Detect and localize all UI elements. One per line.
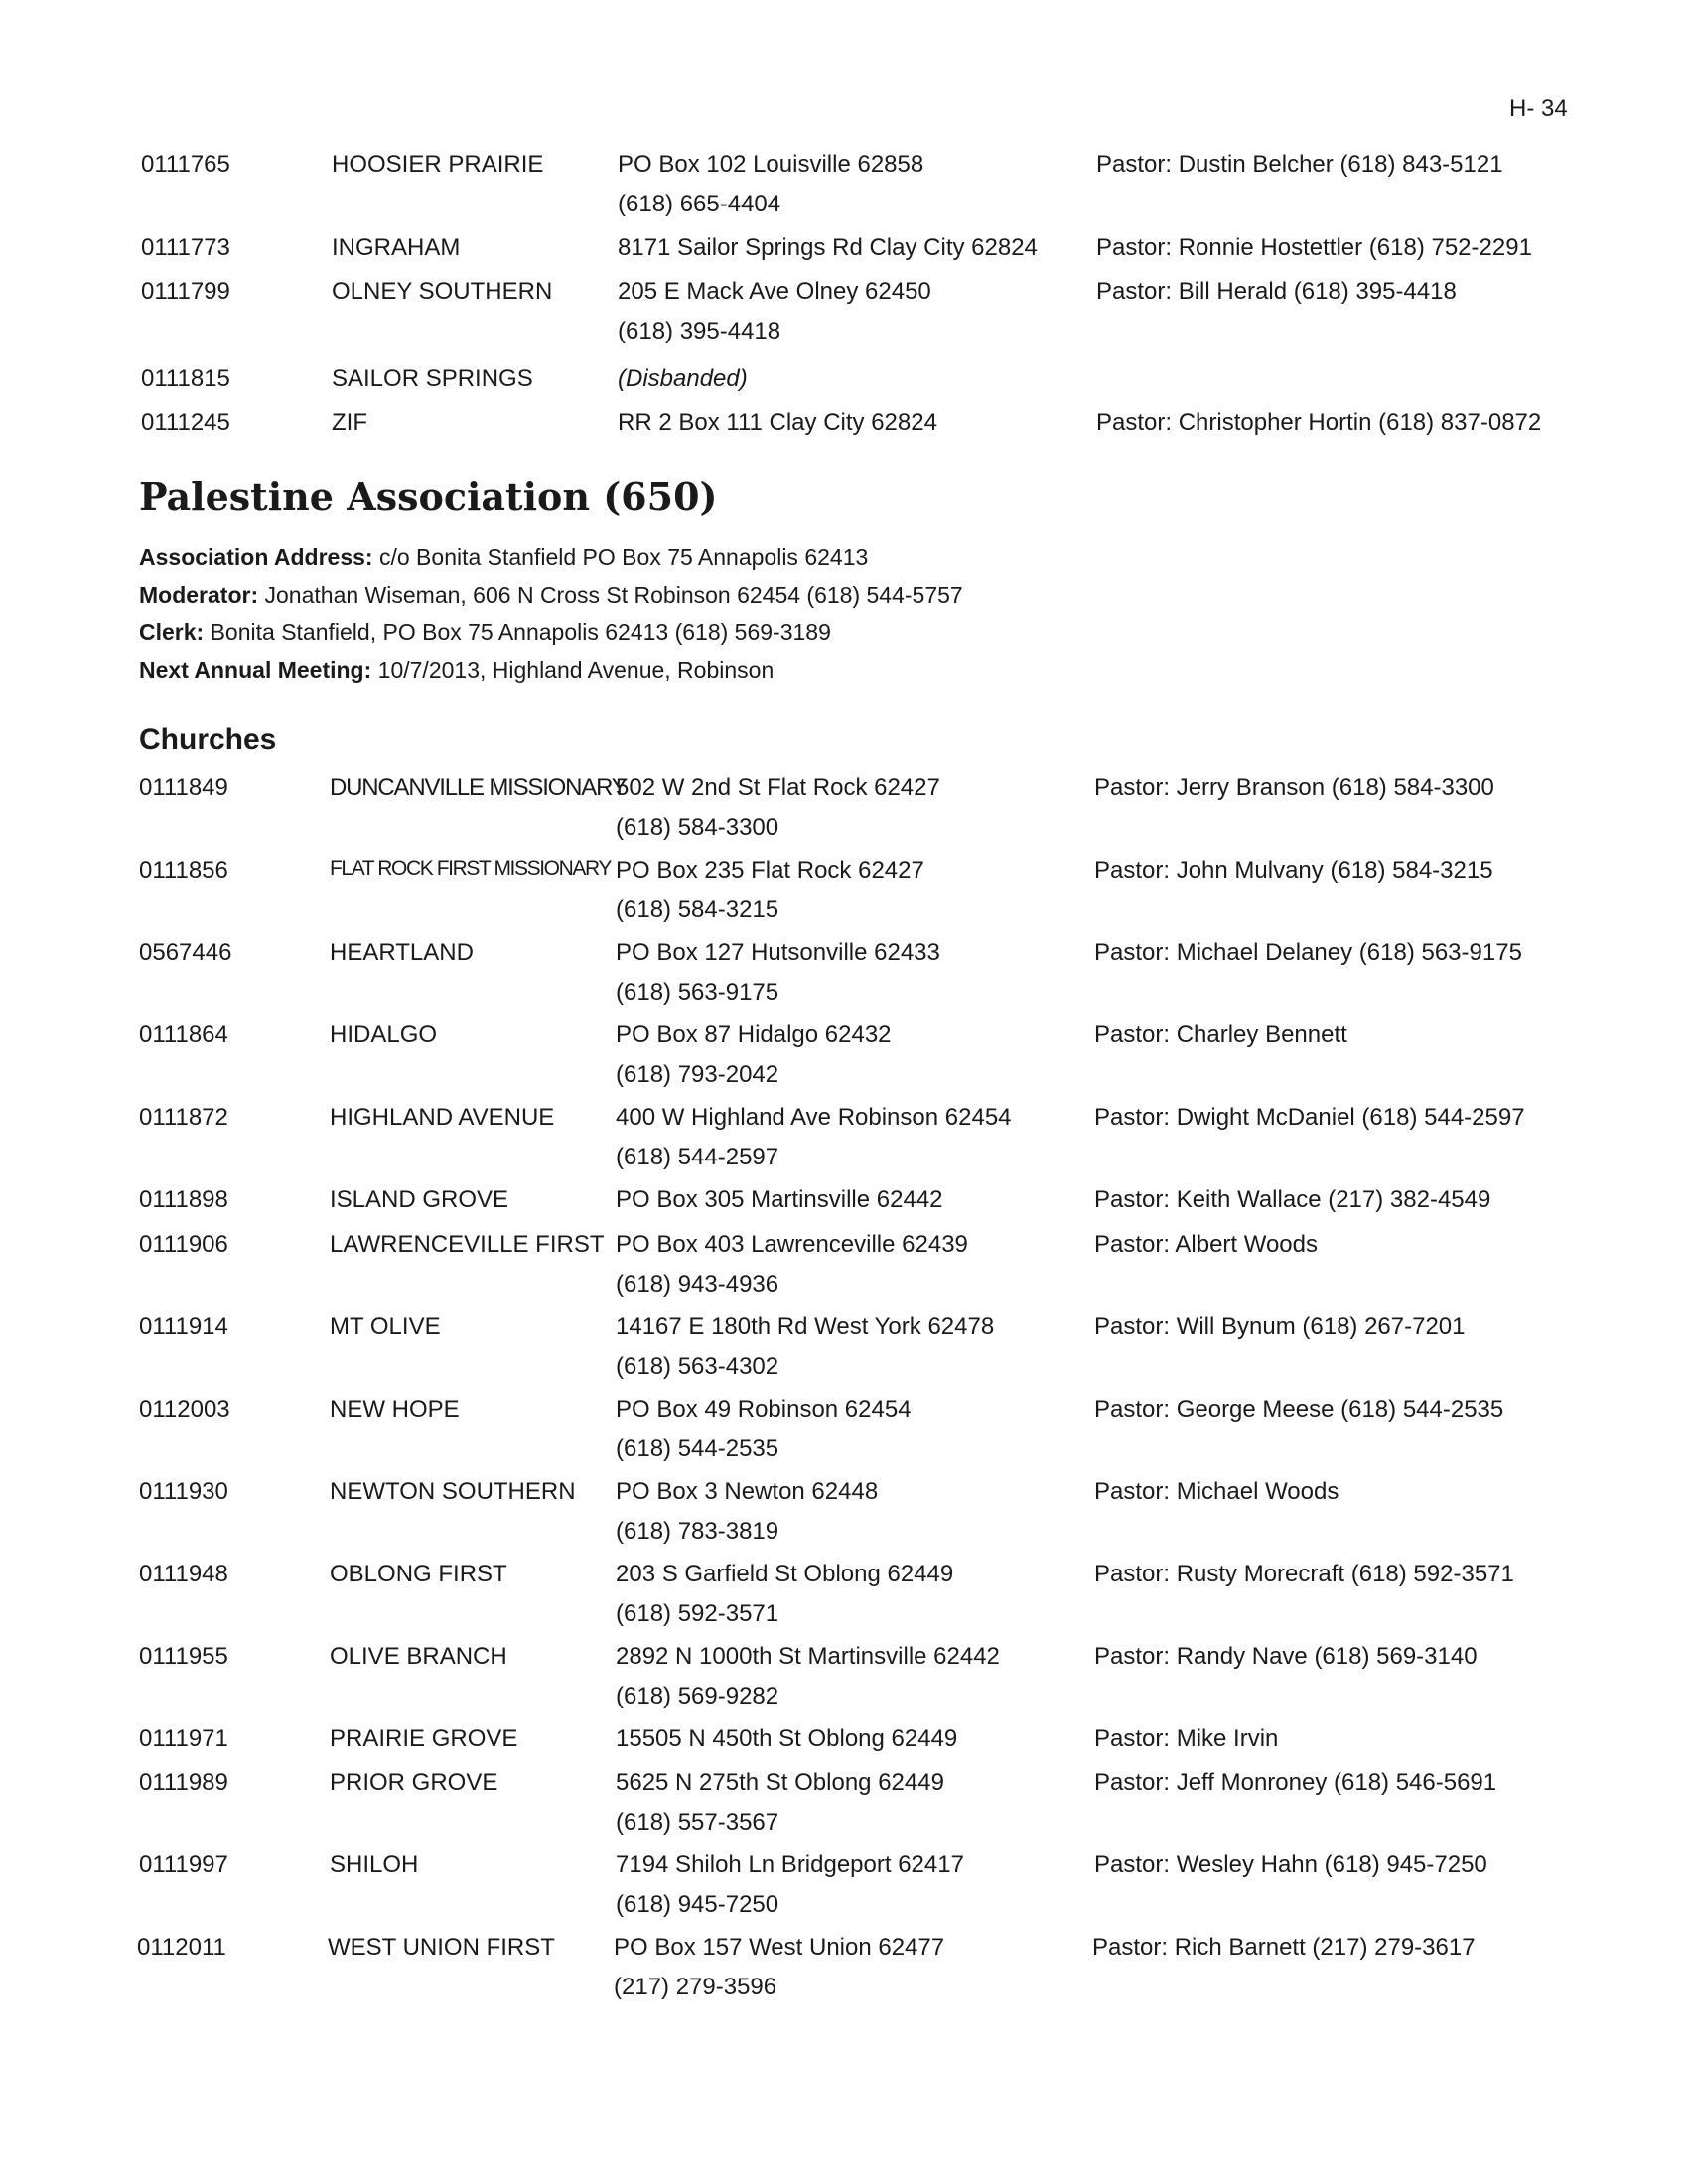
church-address: 2892 N 1000th St Martinsville 62442 <box>616 1643 1000 1670</box>
church-id: 0111989 <box>139 1769 228 1796</box>
church-address: 502 W 2nd St Flat Rock 62427 <box>616 774 940 801</box>
church-phone: (217) 279-3596 <box>614 1974 777 2000</box>
church-name: FLAT ROCK FIRST MISSIONARY <box>330 857 611 880</box>
church-id: 0111849 <box>139 774 228 801</box>
association-info <box>139 538 963 689</box>
church-id: 0111872 <box>139 1104 228 1131</box>
church-address: PO Box 305 Martinsville 62442 <box>616 1186 943 1213</box>
church-address: 8171 Sailor Springs Rd Clay City 62824 <box>618 234 1038 261</box>
church-id: 0111856 <box>139 857 228 884</box>
church-address: 15505 N 450th St Oblong 62449 <box>616 1725 958 1752</box>
church-pastor: Pastor: Michael Delaney (618) 563-9175 <box>1094 939 1522 966</box>
church-phone: (618) 395-4418 <box>618 318 781 344</box>
table-row <box>0 1313 1692 1396</box>
church-name: PRIOR GROVE <box>330 1769 498 1796</box>
church-address: 400 W Highland Ave Robinson 62454 <box>616 1104 1012 1131</box>
church-address: PO Box 127 Hutsonville 62433 <box>616 939 940 966</box>
address-value: c/o Bonita Stanfield PO Box 75 Annapolis 62413 <box>372 544 869 570</box>
church-phone: (618) 945-7250 <box>616 1891 779 1918</box>
association-title: Palestine Association (650) <box>139 475 718 519</box>
church-address: PO Box 235 Flat Rock 62427 <box>616 857 924 884</box>
table-row <box>0 365 1692 409</box>
association-address-line <box>139 538 963 576</box>
table-row <box>0 1934 1692 2016</box>
table-row <box>0 1104 1692 1186</box>
church-id: 0111914 <box>139 1313 228 1340</box>
church-phone: (618) 592-3571 <box>616 1600 779 1627</box>
church-id: 0111898 <box>139 1186 228 1213</box>
church-pastor: Pastor: Bill Herald (618) 395-4418 <box>1096 278 1457 305</box>
meeting-value: 10/7/2013, Highland Avenue, Robinson <box>371 657 775 683</box>
church-phone: (618) 544-2535 <box>616 1435 779 1462</box>
table-row <box>0 1561 1692 1643</box>
church-pastor: Pastor: Will Bynum (618) 267-7201 <box>1094 1313 1466 1340</box>
church-phone: (618) 563-9175 <box>616 979 779 1006</box>
church-status: (Disbanded) <box>618 365 748 392</box>
church-pastor: Pastor: Christopher Hortin (618) 837-0872 <box>1096 409 1542 436</box>
table-row <box>0 409 1692 453</box>
church-name: OLIVE BRANCH <box>330 1643 507 1670</box>
moderator-label: Moderator: <box>139 582 259 608</box>
church-id: 0111930 <box>139 1478 228 1505</box>
church-address: 5625 N 275th St Oblong 62449 <box>616 1769 944 1796</box>
church-phone: (618) 793-2042 <box>616 1061 779 1088</box>
table-row <box>0 278 1692 365</box>
church-id: 0111948 <box>139 1561 228 1587</box>
table-row <box>0 1231 1692 1313</box>
church-pastor: Pastor: Jeff Monroney (618) 546-5691 <box>1094 1769 1497 1796</box>
church-address: PO Box 87 Hidalgo 62432 <box>616 1022 892 1048</box>
clerk-label: Clerk: <box>139 619 205 645</box>
church-name: NEW HOPE <box>330 1396 460 1423</box>
church-name: OBLONG FIRST <box>330 1561 507 1587</box>
church-name: HOOSIER PRAIRIE <box>332 151 544 178</box>
church-phone: (618) 544-2597 <box>616 1144 779 1170</box>
table-row <box>0 1022 1692 1104</box>
church-id: 0112011 <box>137 1934 226 1961</box>
church-pastor: Pastor: John Mulvany (618) 584-3215 <box>1094 857 1493 884</box>
church-id: 0111773 <box>141 234 230 261</box>
table-row <box>0 151 1692 234</box>
table-row <box>0 1725 1692 1769</box>
church-phone: (618) 943-4936 <box>616 1271 779 1297</box>
church-pastor: Pastor: Rusty Morecraft (618) 592-3571 <box>1094 1561 1514 1587</box>
church-address: PO Box 49 Robinson 62454 <box>616 1396 912 1423</box>
church-name: INGRAHAM <box>332 234 461 261</box>
church-pastor: Pastor: Dwight McDaniel (618) 544-2597 <box>1094 1104 1525 1131</box>
clerk-line <box>139 614 963 651</box>
table-row <box>0 234 1692 278</box>
church-address: 14167 E 180th Rd West York 62478 <box>616 1313 995 1340</box>
table-row <box>0 1851 1692 1934</box>
church-name: HIDALGO <box>330 1022 438 1048</box>
church-id: 0111799 <box>141 278 230 305</box>
church-pastor: Pastor: Charley Bennett <box>1094 1022 1347 1048</box>
church-id: 0111864 <box>139 1022 228 1048</box>
table-row <box>0 1769 1692 1851</box>
church-pastor: Pastor: Randy Nave (618) 569-3140 <box>1094 1643 1478 1670</box>
address-label: Association Address: <box>139 544 373 570</box>
church-name: DUNCANVILLE MISSIONARY <box>330 774 627 801</box>
church-address: RR 2 Box 111 Clay City 62824 <box>618 409 937 436</box>
church-address: PO Box 403 Lawrenceville 62439 <box>616 1231 968 1258</box>
church-pastor: Pastor: Jerry Branson (618) 584-3300 <box>1094 774 1494 801</box>
church-phone: (618) 557-3567 <box>616 1809 779 1836</box>
church-table <box>0 774 1692 2016</box>
church-id: 0111906 <box>139 1231 228 1258</box>
church-name: ZIF <box>332 409 367 436</box>
church-phone: (618) 569-9282 <box>616 1683 779 1709</box>
church-id: 0111997 <box>139 1851 228 1878</box>
church-id: 0112003 <box>139 1396 230 1423</box>
church-pastor: Pastor: Michael Woods <box>1094 1478 1340 1505</box>
church-pastor: Pastor: Albert Woods <box>1094 1231 1318 1258</box>
meeting-label: Next Annual Meeting: <box>139 657 372 683</box>
church-address: 7194 Shiloh Ln Bridgeport 62417 <box>616 1851 964 1878</box>
table-row <box>0 1396 1692 1478</box>
church-id: 0111955 <box>139 1643 228 1670</box>
church-name: MT OLIVE <box>330 1313 441 1340</box>
church-pastor: Pastor: Keith Wallace (217) 382-4549 <box>1094 1186 1491 1213</box>
church-phone: (618) 584-3215 <box>616 896 779 923</box>
moderator-line <box>139 576 963 614</box>
church-name: OLNEY SOUTHERN <box>332 278 553 305</box>
church-name: PRAIRIE GROVE <box>330 1725 518 1752</box>
church-id: 0111245 <box>141 409 230 436</box>
church-pastor: Pastor: Dustin Belcher (618) 843-5121 <box>1096 151 1503 178</box>
table-row <box>0 857 1692 939</box>
church-name: HIGHLAND AVENUE <box>330 1104 555 1131</box>
church-id: 0111815 <box>141 365 230 392</box>
church-pastor: Pastor: Ronnie Hostettler (618) 752-2291 <box>1096 234 1532 261</box>
church-name: SAILOR SPRINGS <box>332 365 533 392</box>
church-name: NEWTON SOUTHERN <box>330 1478 576 1505</box>
church-pastor: Pastor: Wesley Hahn (618) 945-7250 <box>1094 1851 1487 1878</box>
church-name: ISLAND GROVE <box>330 1186 509 1213</box>
meeting-line <box>139 651 963 689</box>
church-name: WEST UNION FIRST <box>328 1934 555 1961</box>
church-address: PO Box 3 Newton 62448 <box>616 1478 879 1505</box>
church-address: 205 E Mack Ave Olney 62450 <box>618 278 931 305</box>
table-row <box>0 1186 1692 1231</box>
church-pastor: Pastor: Rich Barnett (217) 279-3617 <box>1092 1934 1476 1961</box>
clerk-value: Bonita Stanfield, PO Box 75 Annapolis 62413 (618) 569-3189 <box>204 619 831 645</box>
church-address: PO Box 102 Louisville 62858 <box>618 151 924 178</box>
top-church-table <box>0 151 1692 453</box>
church-phone: (618) 783-3819 <box>616 1518 779 1545</box>
church-name: LAWRENCEVILLE FIRST <box>330 1231 605 1258</box>
page-number: H- 34 <box>1509 95 1568 122</box>
church-name: HEARTLAND <box>330 939 474 966</box>
moderator-value: Jonathan Wiseman, 606 N Cross St Robinson 62454 (618) 544-5757 <box>258 582 963 608</box>
table-row <box>0 1643 1692 1725</box>
church-phone: (618) 563-4302 <box>616 1353 779 1380</box>
church-id: 0567446 <box>139 939 232 966</box>
church-pastor: Pastor: George Meese (618) 544-2535 <box>1094 1396 1504 1423</box>
churches-heading: Churches <box>139 723 277 755</box>
table-row <box>0 1478 1692 1561</box>
table-row <box>0 774 1692 857</box>
church-phone: (618) 665-4404 <box>618 191 781 217</box>
church-address: PO Box 157 West Union 62477 <box>614 1934 945 1961</box>
table-row <box>0 939 1692 1022</box>
church-phone: (618) 584-3300 <box>616 814 779 841</box>
church-name: SHILOH <box>330 1851 419 1878</box>
church-address: 203 S Garfield St Oblong 62449 <box>616 1561 954 1587</box>
church-pastor: Pastor: Mike Irvin <box>1094 1725 1279 1752</box>
church-id: 0111765 <box>141 151 230 178</box>
church-id: 0111971 <box>139 1725 228 1752</box>
